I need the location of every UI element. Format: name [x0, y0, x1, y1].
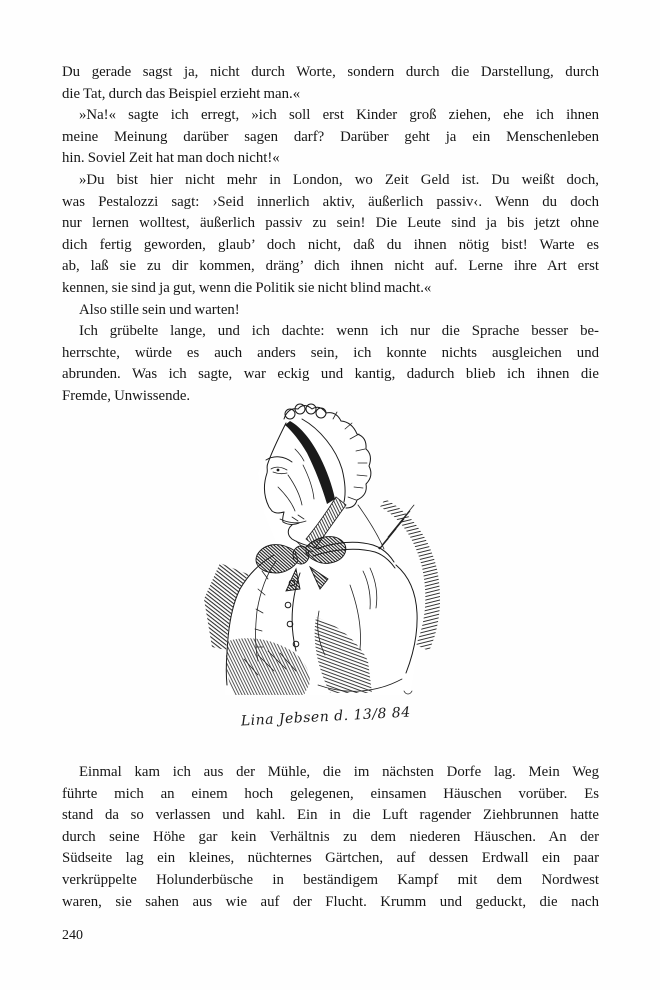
text-line: ab, laß sie zu dir kommen, dräng’ dich ihnen nicht auf. Lerne ihre Art erst	[62, 258, 599, 275]
page-number: 240	[62, 928, 83, 943]
text-line: »Du bist hier nicht mehr in London, wo Zeit Geld ist. Du weißt doch,	[79, 171, 599, 188]
text-block-1	[62, 62, 599, 408]
text-line: stand da so verlassen und kahl. Ein in die Luft ragender Ziehbrunnen hatte	[62, 807, 599, 824]
text-line: Südseite lag ein kleines, nüchternes Gärtchen, auf dessen Erdwall ein paar	[62, 850, 599, 867]
text-line: kennen, sie sind ja gut, wenn die Politik sie nicht blind macht.«	[62, 279, 432, 296]
text-line: die Tat, durch das Beispiel erzieht man.«	[62, 85, 301, 102]
text-line: was Pestalozzi sagt: ›Seid innerlich aktiv, äußerlich passiv‹. Wenn du doch	[62, 193, 599, 210]
text-line: Fremde, Unwissende.	[62, 387, 191, 404]
artist-signature: Lina Jebsen d. 13/8 84	[240, 704, 412, 730]
text-block-2	[62, 762, 599, 913]
text-line: dich fertig geworden, glaub’ doch nicht, daß du ihnen nötig bist! Warte es	[62, 236, 599, 253]
text-line: verkrüppelte Holunderbüsche in beständigem Kampf mit dem Nordwest	[62, 871, 599, 888]
text-line: »Na!« sagte ich erregt, »ich soll erst Kinder groß ziehen, ehe ich ihnen	[79, 107, 599, 124]
text-line: Ich grübelte lange, und ich dachte: wenn ich nur die Sprache besser be-	[79, 323, 599, 340]
text-line: durch seine Höhe gar kein Verhältnis zu dem niederen Häuschen. An der	[62, 828, 599, 845]
text-line: führte mich an einem hoch gelegenen, einsamen Häuschen vorüber. Es	[62, 785, 599, 802]
portrait-illustration	[200, 403, 446, 743]
text-line: meine Meinung darüber sagen darf? Darüber geht ja ein Menschenleben	[62, 128, 599, 145]
text-line: Du gerade sagst ja, nicht durch Worte, sondern durch die Darstellung, durch	[62, 64, 599, 80]
text-line: Einmal kam ich aus der Mühle, die im nächsten Dorfe lag. Mein Weg	[79, 764, 599, 780]
text-line: herrschte, würde es auch anders sein, ich konnte nichts ausgleichen und	[62, 344, 599, 361]
text-line: waren, sie sahen aus wie auf der Flucht. Krumm und geduckt, die nach	[62, 893, 599, 910]
text-line: abrunden. Was ich sagte, war eckig und kantig, dadurch blieb ich ihnen die	[62, 366, 599, 383]
text-line: Also stille sein und warten!	[79, 301, 240, 318]
text-line: nur lernen wolltest, äußerlich passiv zu sein! Die Leute sind ja bis jetzt ohne	[62, 215, 599, 232]
text-line: hin. Soviel Zeit hat man doch nicht!«	[62, 150, 280, 167]
